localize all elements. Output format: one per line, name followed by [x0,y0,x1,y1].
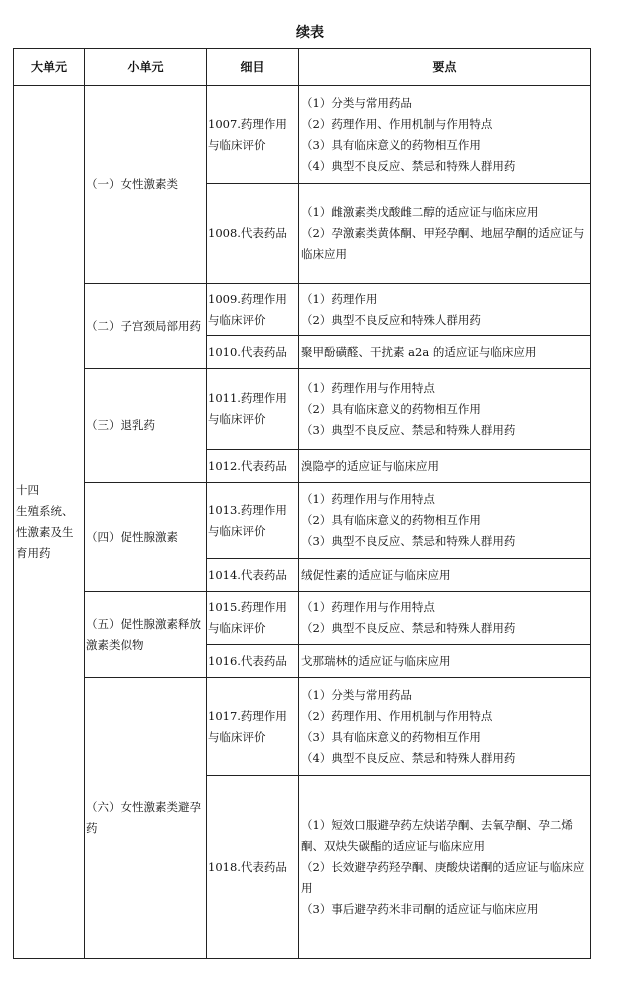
point-item: （1）分类与常用药品 [301,687,412,702]
detail-cell: 1014.代表药品 [207,559,299,592]
syllabus-table [13,48,591,959]
table-row [14,483,591,559]
detail-cell: 1009.药理作用与临床评价 [207,284,299,336]
table-row [14,369,591,450]
points-cell [299,336,591,369]
point-item: （2）具有临床意义的药物相互作用 [301,401,481,416]
point-item: 聚甲酚磺醛、干扰素 a2a 的适应证与临床应用 [301,344,537,359]
point-item: （3）具有临床意义的药物相互作用 [301,137,481,152]
point-item: （1）药理作用与作用特点 [301,600,435,614]
points-cell [299,559,591,592]
points-cell [299,184,591,284]
table-row [14,678,591,776]
point-item: （1）药理作用 [301,291,378,306]
points-cell [299,776,591,959]
header-sub-unit: 小单元 [85,49,207,86]
detail-cell: 1011.药理作用与临床评价 [207,369,299,450]
point-item: （3）典型不良反应、禁忌和特殊人群用药 [301,422,516,437]
points-cell [299,86,591,184]
header-big-unit: 大单元 [14,49,85,86]
point-item: （3）事后避孕药米非司酮的适应证与临床应用 [301,901,539,916]
point-item: （1）短效口服避孕药左炔诺孕酮、去氧孕酮、孕二烯酮、双炔失碳酯的适应证与临床应用 [301,817,573,853]
detail-cell: 1012.代表药品 [207,450,299,483]
sub-unit-cell: （二）子宫颈局部用药 [85,284,207,369]
big-unit-cell: 十四 生殖系统、性激素及生育用药 [14,86,85,959]
points-cell [299,592,591,645]
point-item: （2）药理作用、作用机制与作用特点 [301,708,493,723]
page-title: 续表 [296,25,324,41]
detail-cell: 1013.药理作用与临床评价 [207,483,299,559]
point-item: （1）分类与常用药品 [301,95,412,110]
detail-cell: 1015.药理作用与临床评价 [207,592,299,645]
sub-unit-cell: （一）女性激素类 [85,86,207,284]
header-detail: 细目 [207,49,299,86]
sub-unit-cell: （三）退乳药 [85,369,207,483]
point-item: （2）长效避孕药羟孕酮、庚酸炔诺酮的适应证与临床应用 [301,859,585,895]
point-item: （1）药理作用与作用特点 [301,492,435,506]
point-item: 绒促性素的适应证与临床应用 [301,567,451,582]
point-item: 戈那瑞林的适应证与临床应用 [301,653,451,668]
detail-cell: 1018.代表药品 [207,776,299,959]
header-points: 要点 [299,49,591,86]
points-cell [299,284,591,336]
point-item: （4）典型不良反应、禁忌和特殊人群用药 [301,158,516,173]
point-item: 溴隐亭的适应证与临床应用 [301,458,439,473]
detail-cell: 1017.药理作用与临床评价 [207,678,299,776]
detail-cell: 1008.代表药品 [207,184,299,284]
table-row [14,284,591,336]
sub-unit-cell: （四）促性腺激素 [85,483,207,592]
point-item: （2）药理作用、作用机制与作用特点 [301,116,493,131]
points-cell [299,678,591,776]
point-item: （1）药理作用与作用特点 [301,380,435,395]
points-cell [299,483,591,559]
point-item: （3）具有临床意义的药物相互作用 [301,729,481,744]
header-row [14,49,591,86]
point-item: （3）典型不良反应、禁忌和特殊人群用药 [301,534,516,548]
point-item: （2）典型不良反应、禁忌和特殊人群用药 [301,621,516,635]
table-row [14,592,591,645]
points-cell [299,645,591,678]
point-item: （1）雌激素类戊酸雌二醇的适应证与临床应用 [301,205,539,219]
sub-unit-cell: （五）促性腺激素释放激素类似物 [85,592,207,678]
point-item: （4）典型不良反应、禁忌和特殊人群用药 [301,750,516,765]
point-item: （2）典型不良反应和特殊人群用药 [301,312,481,327]
points-cell [299,450,591,483]
point-item: （2）孕激素类黄体酮、甲羟孕酮、地屈孕酮的适应证与临床应用 [301,226,585,261]
detail-cell: 1010.代表药品 [207,336,299,369]
point-item: （2）具有临床意义的药物相互作用 [301,513,481,527]
table-row [14,86,591,184]
points-cell [299,369,591,450]
detail-cell: 1016.代表药品 [207,645,299,678]
sub-unit-cell: （六）女性激素类避孕药 [85,678,207,959]
detail-cell: 1007.药理作用与临床评价 [207,86,299,184]
